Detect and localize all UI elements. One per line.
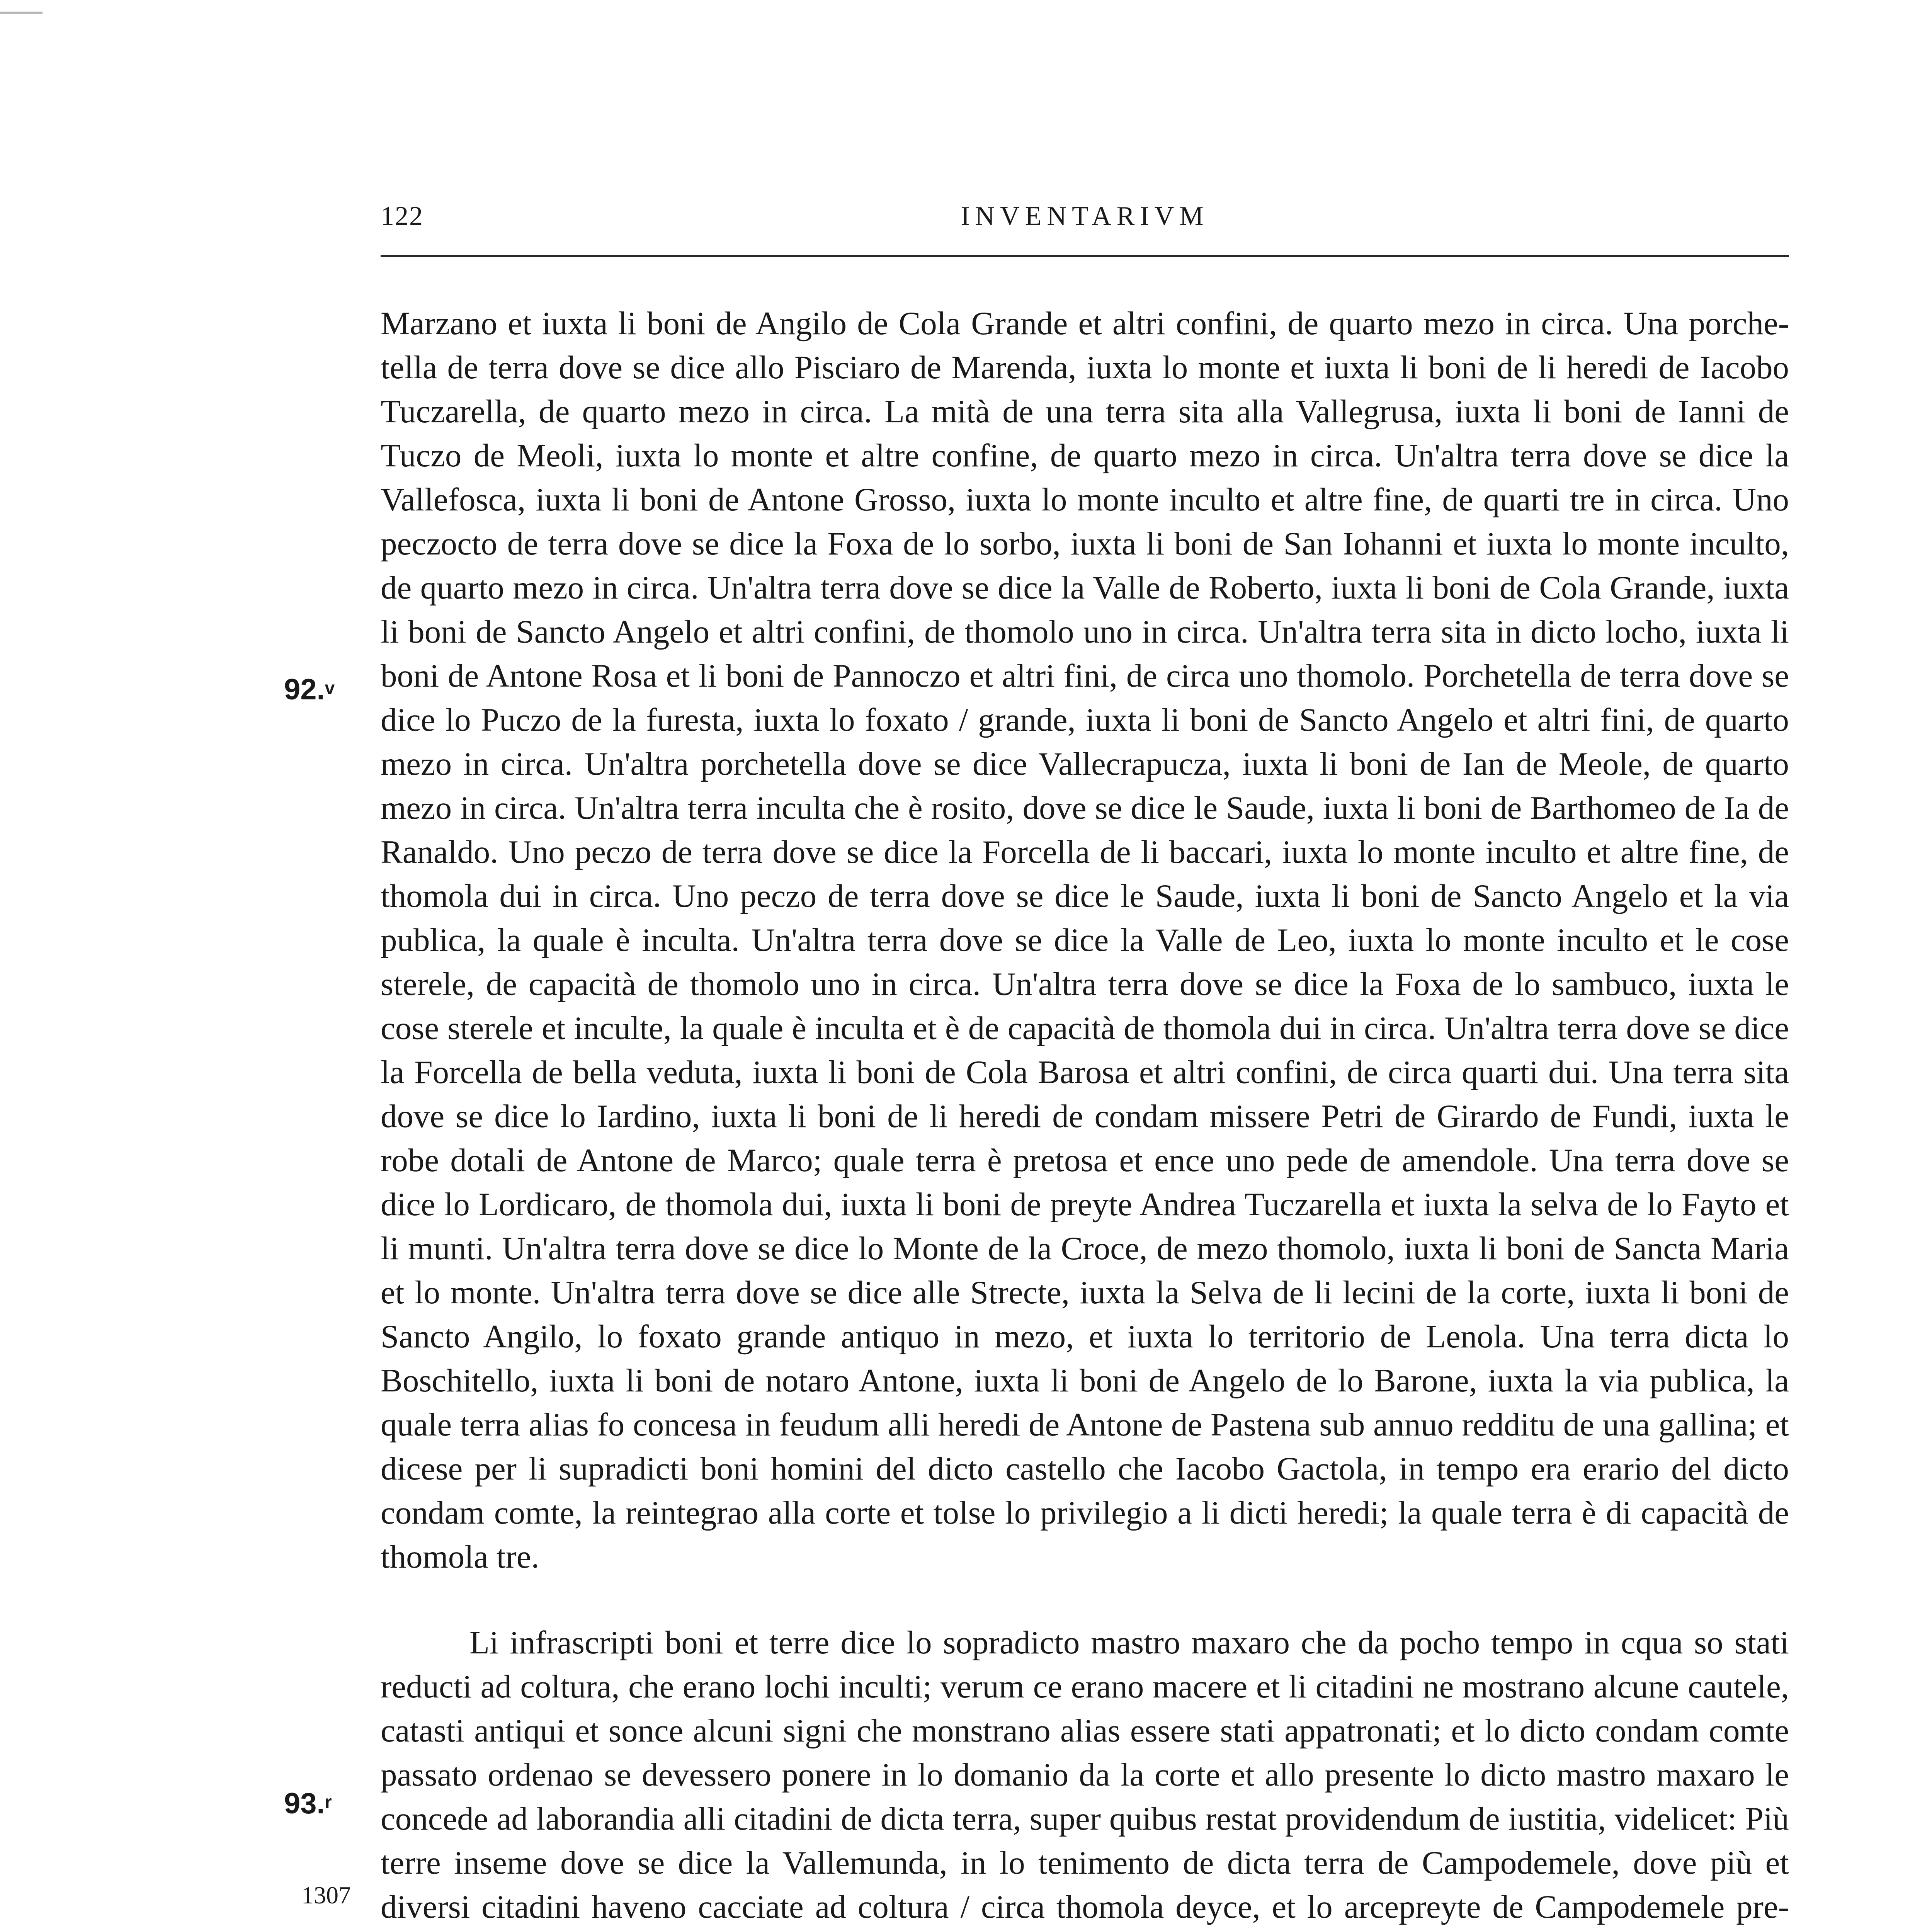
- folio-number: 93.: [284, 1787, 325, 1820]
- body-paragraph-1: Marzano et iuxta li boni de Angilo de Cola Grande et altri confini, de quarto mezo in circa. Una porchetella de terra dove se dice allo Pisciaro de Marenda, iuxta lo monte et iuxta li boni de li heredi de Iacobo Tuczarella, de quarto mezo in circa. La mità de una terra sita alla Vallegrusa, iuxta li boni de Ianni de Tuczo de Meoli, iuxta lo monte et altre confine, de quarto mezo in circa. Un'altra terra dove se dice la Vallefosca, iuxta li boni de Antone Grosso, iuxta lo monte inculto et altre fine, de quarti tre in circa. Uno peczocto de terra dove se dice la Foxa de lo sorbo, iuxta li boni de San Iohanni et iuxta lo monte inculto, de quarto mezo in circa. Un'altra terra dove se dice la Valle de Roberto, iuxta li boni de Cola Grande, iuxta li boni de Sancto Angelo et altri confini, de thomolo uno in circa. Un'altra terra sita in dicto locho, iuxta li boni de Antone Rosa et li boni de Pannoczo et altri fini, de circa uno thomolo. Porchetella de terra dove se dice lo Puczo de la furesta, iuxta lo foxato / grande, iuxta li boni de Sancto Angelo et altri fini, de quarto mezo in circa. Un'altra porchetella dove se dice Vallecrapucza, iuxta li boni de Ian de Meole, de quarto mezo in circa. Un'altra terra inculta che è rosito, dove se dice le Saude, iuxta li boni de Barthomeo de Ia de Ranaldo. Uno peczo de terra dove se dice la Forcella de li baccari, iuxta lo monte inculto et altre fine, de thomola dui in circa. Uno peczo de terra dove se dice le Saude, iuxta li boni de Sancto Angelo et la via publica, la quale è inculta. Un'altra terra dove se dice la Valle de Leo, iuxta lo monte inculto et le cose sterele, de capacità de thomolo uno in circa. Un'altra terra dove se dice la Foxa de lo sambuco, iuxta le cose sterele et inculte, la quale è inculta et è de capacità de thomola dui in circa. Un'altra terra dove se dice la Forcella de bella veduta, iuxta li boni de Cola Barosa et altri confini, de circa quarti dui. Una terra sita dove se dice lo Iardino, iuxta li boni de li heredi de condam missere Petri de Girardo de Fundi, iuxta le robe dotali de Antone de Marco; quale terra è pretosa et ence uno pede de amendole. Una terra dove se dice lo Lordicaro, de thomola dui, iuxta li boni de preyte Andrea Tuczarella et iuxta la selva de lo Fayto et li munti. Un'altra terra dove se dice lo Monte de la Croce, de mezo thomolo, iuxta li boni de Sancta Maria et lo monte. Un'altra terra dove se dice alle Strecte, iuxta la Selva de li lecini de la corte, iuxta li boni de Sancto Angilo, lo foxato grande antiquo in mezo, et iuxta lo territorio de Lenola. Una terra dicta lo Boschitello, iuxta li boni de notaro Antone, iuxta li boni de Angelo de lo Barone, iuxta la via publica, la quale terra alias fo concesa in feudum alli heredi de Antone de Pastena sub annuo redditu de una gallina; et dicese per li supradicti boni homini del dicto castello che Iacobo Gactola, in tempo era erario del dicto condam comte, la reintegrao alla corte et tolse lo privilegio a li dicti heredi; la quale terra è di capacità de thomola tre.: [381, 305, 1789, 1575]
- body-paragraph-2: [381, 1621, 1789, 1932]
- folio-side: v: [325, 678, 335, 698]
- folio-marker-92v: [284, 670, 335, 707]
- page-number: 122: [381, 201, 423, 231]
- folio-side: r: [325, 1792, 332, 1812]
- main-text: [381, 301, 1789, 1932]
- folio-marker-93r: [284, 1784, 332, 1821]
- running-head: [381, 193, 1789, 240]
- margin-year-1307: 1307: [301, 1881, 351, 1909]
- paragraph-2-text-a: Li infrascripti boni et terre dice lo sopradicto mastro maxaro che da pocho tempo in cqua so stati reducti ad coltura, che erano lochi inculti; verum ce erano macere et li citadini ne mostrano alcune cautele, catasti antiqui et sonce alcuni signi che monstrano alias essere stati appatronati; et lo dicto condam comte passato ordenao se devessero ponere in lo domanio da la corte et allo presente lo dicto mastro maxaro le concede ad laborandia alli citadini de dicta terra, super quibus restat providendum de iustitia, videlicet: Più terre inseme dove se dice la Vallemunda, in lo tenimento de dicta terra de Campodemele, dove più et diversi citadini haveno cacciate ad coltura / circa thomola deyce, et lo arcepreyte de Campodemele pre: [381, 1624, 1789, 1925]
- folio-number: 92.: [284, 673, 325, 706]
- scan-edge-mark: [0, 12, 43, 14]
- page-title: INVENTARIVM: [961, 201, 1209, 231]
- header-rule: [381, 255, 1789, 257]
